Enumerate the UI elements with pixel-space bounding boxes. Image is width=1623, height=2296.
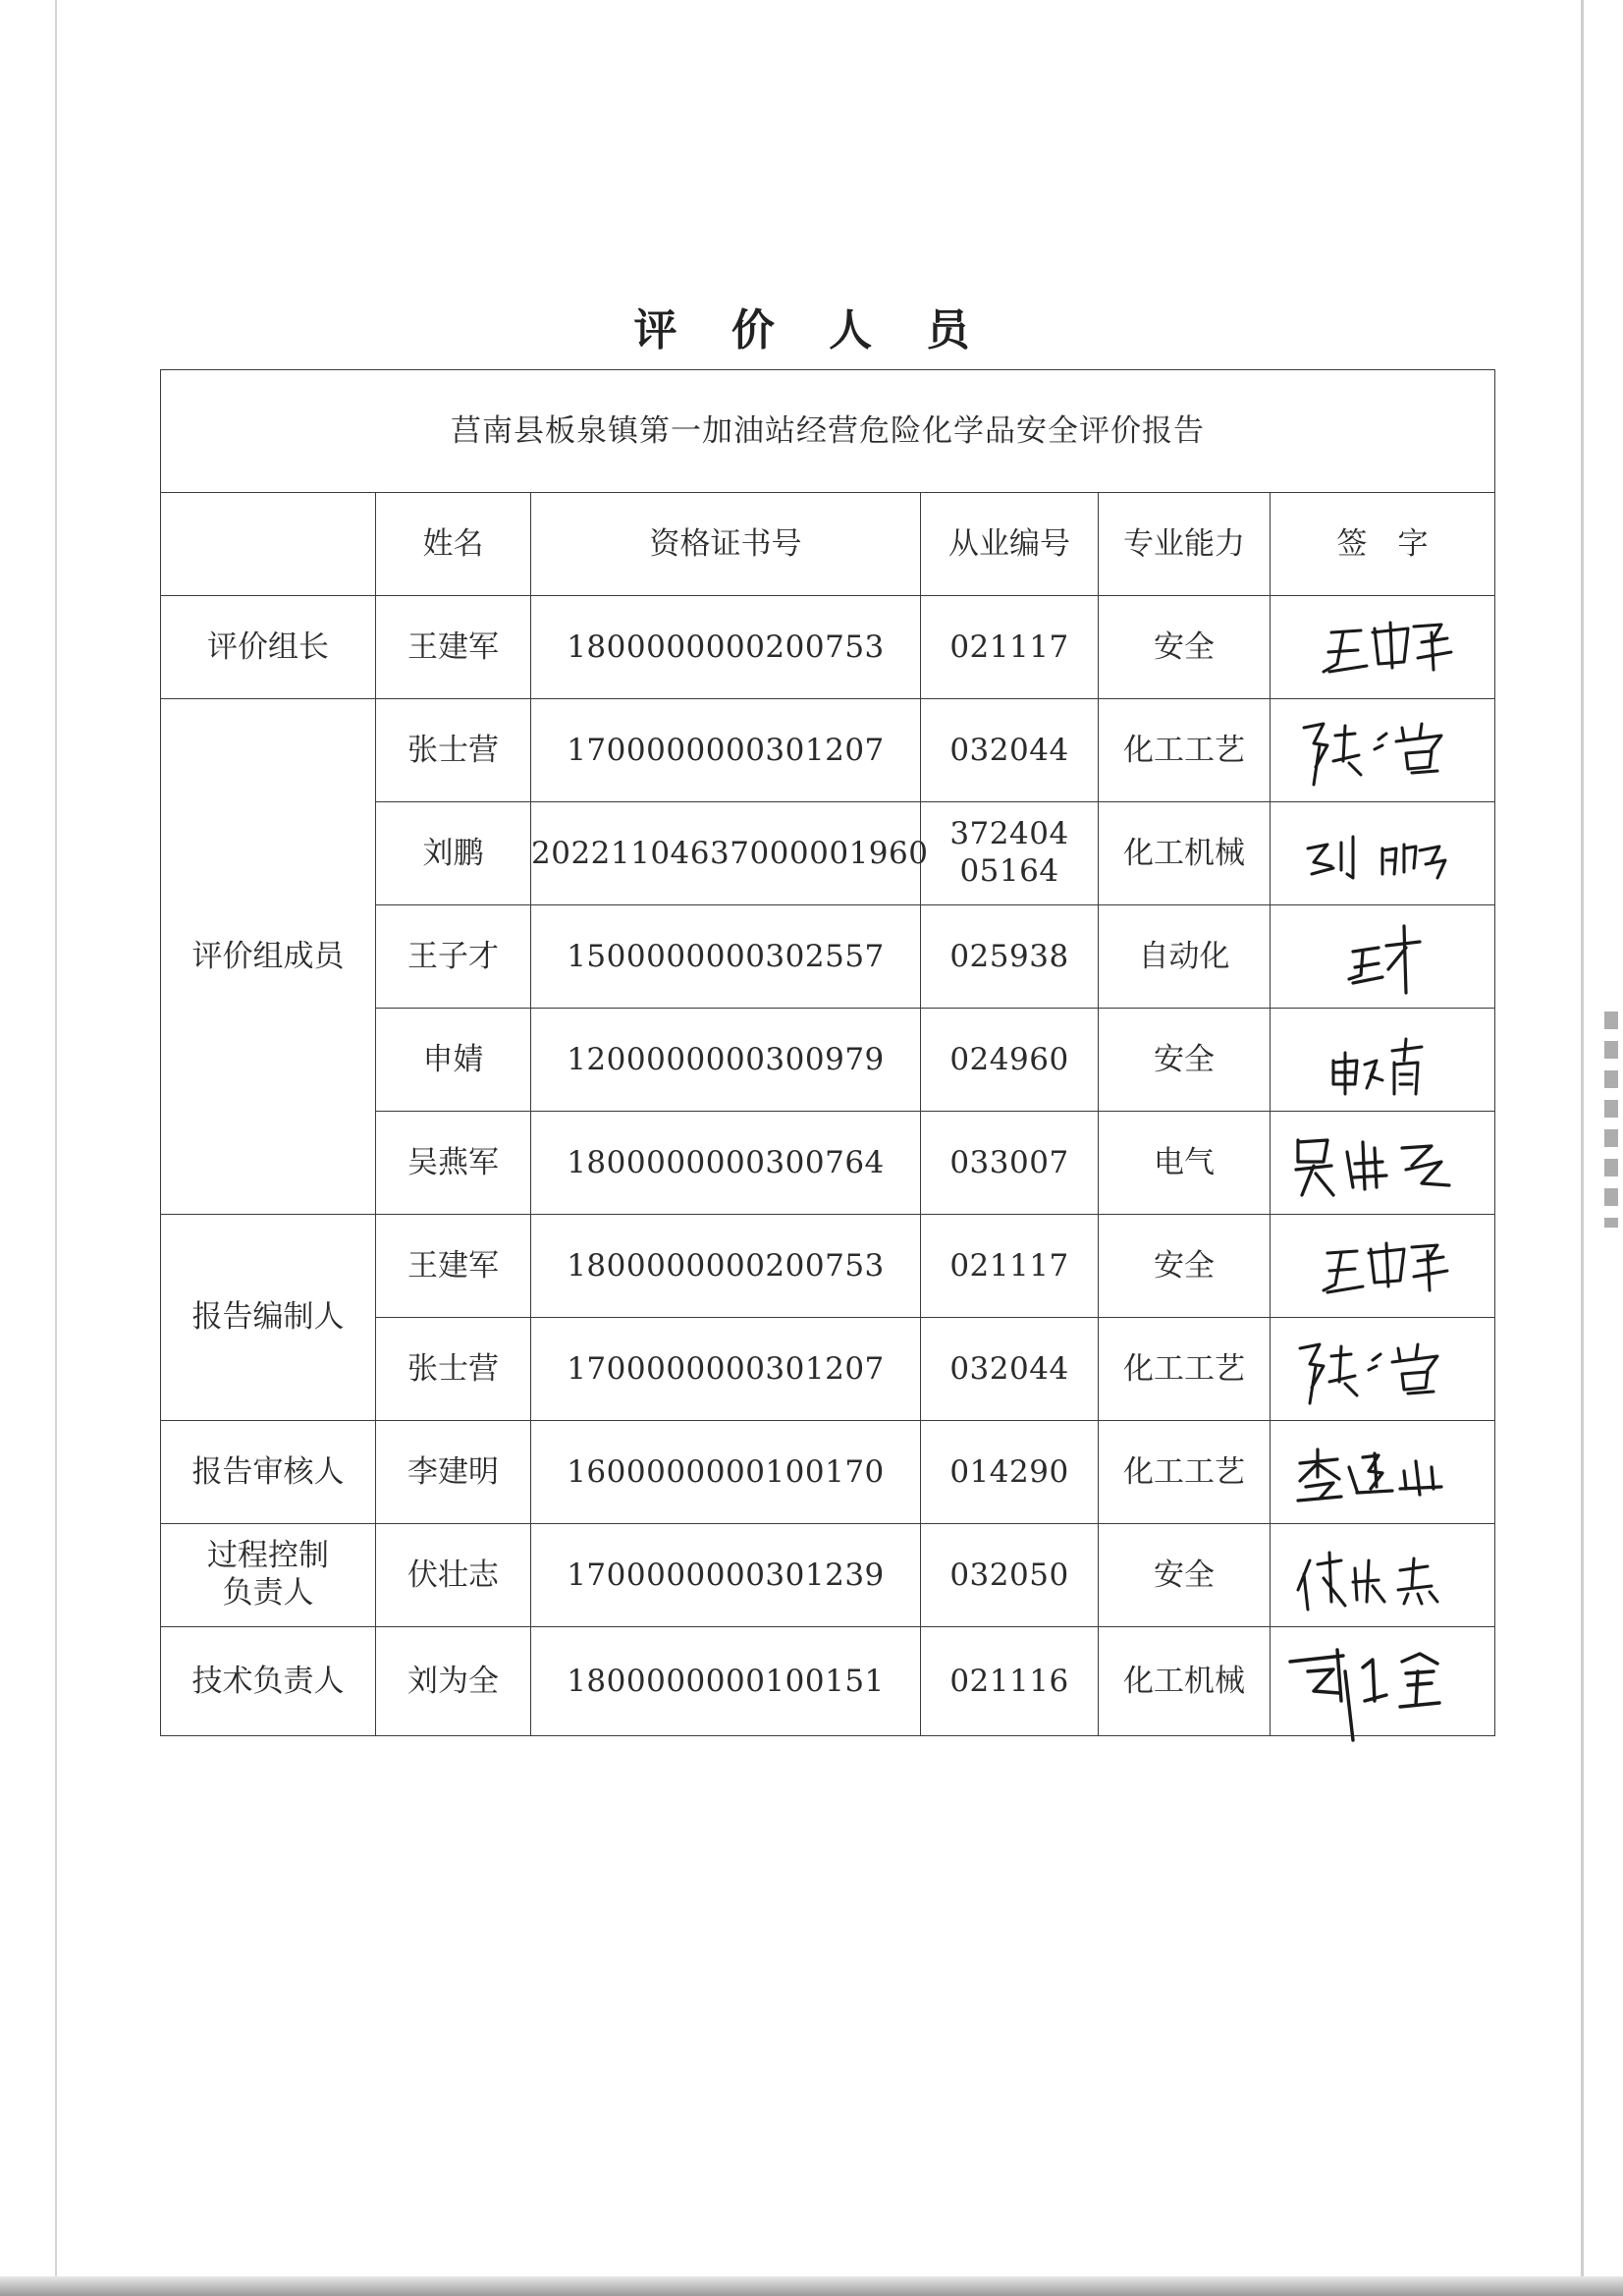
practice-number: 021117 (921, 596, 1099, 699)
person-name: 伏壮志 (376, 1524, 531, 1627)
role-reviewer: 报告审核人 (161, 1421, 376, 1524)
cert-number: 20221104637000001960 (531, 802, 921, 905)
signature-cell (1271, 1215, 1495, 1318)
signature-cell (1271, 699, 1495, 802)
practice-number (921, 802, 1099, 905)
handwritten-signature (1284, 1325, 1481, 1413)
cert-number: 1200000000300979 (531, 1009, 921, 1112)
report-title: 莒南县板泉镇第一加油站经营危险化学品安全评价报告 (161, 370, 1495, 493)
practice-number: 032044 (921, 699, 1099, 802)
header-practice: 从业编号 (921, 493, 1099, 596)
handwritten-signature (1284, 1119, 1481, 1207)
role-leader: 评价组长 (161, 596, 376, 699)
person-name: 王建军 (376, 1215, 531, 1318)
table-row (161, 1524, 1495, 1627)
specialty: 化工工艺 (1099, 1421, 1271, 1524)
header-role (161, 493, 376, 596)
cert-number: 1800000000300764 (531, 1112, 921, 1215)
person-name: 刘鹏 (376, 802, 531, 905)
person-name: 王建军 (376, 596, 531, 699)
signature-cell (1271, 802, 1495, 905)
handwritten-signature (1284, 1428, 1481, 1516)
handwritten-signature (1284, 912, 1481, 1001)
header-row (161, 493, 1495, 596)
specialty: 化工机械 (1099, 802, 1271, 905)
header-specialty: 专业能力 (1099, 493, 1271, 596)
specialty: 安全 (1099, 596, 1271, 699)
cert-number: 1700000000301207 (531, 699, 921, 802)
role-process-control (161, 1524, 376, 1627)
evaluation-staff-table (160, 369, 1495, 1736)
person-name: 张士营 (376, 1318, 531, 1421)
table-row (161, 1421, 1495, 1524)
handwritten-signature (1284, 1222, 1481, 1310)
cert-number: 1800000000100151 (531, 1627, 921, 1736)
handwritten-signature (1284, 1632, 1481, 1730)
practice-number: 032044 (921, 1318, 1099, 1421)
practice-number: 033007 (921, 1112, 1099, 1215)
practice-number: 025938 (921, 905, 1099, 1009)
handwritten-signature (1284, 603, 1481, 691)
specialty: 安全 (1099, 1215, 1271, 1318)
signature-cell (1271, 1318, 1495, 1421)
binding-mark (1604, 1011, 1618, 1228)
practice-number: 014290 (921, 1421, 1099, 1524)
page-title: 评 价 人 员 (633, 305, 990, 355)
practice-number: 021116 (921, 1627, 1099, 1736)
specialty: 化工机械 (1099, 1627, 1271, 1736)
role-technical: 技术负责人 (161, 1627, 376, 1736)
table-row (161, 1627, 1495, 1736)
table-row (161, 699, 1495, 802)
header-name: 姓名 (376, 493, 531, 596)
person-name: 张士营 (376, 699, 531, 802)
signature-cell (1271, 596, 1495, 699)
cert-number: 1700000000301239 (531, 1524, 921, 1627)
person-name: 王子才 (376, 905, 531, 1009)
handwritten-signature (1284, 809, 1481, 898)
cert-number: 1600000000100170 (531, 1421, 921, 1524)
signature-cell (1271, 1421, 1495, 1524)
cert-number: 1800000000200753 (531, 1215, 921, 1318)
cert-number: 1500000000302557 (531, 905, 921, 1009)
handwritten-signature (1284, 1015, 1481, 1104)
cert-number: 1800000000200753 (531, 596, 921, 699)
person-name: 刘为全 (376, 1627, 531, 1736)
header-cert: 资格证书号 (531, 493, 921, 596)
practice-number: 024960 (921, 1009, 1099, 1112)
practice-number: 021117 (921, 1215, 1099, 1318)
signature-cell (1271, 1524, 1495, 1627)
role-process-label: 过程控制负责人 (207, 1538, 329, 1611)
person-name: 吴燕军 (376, 1112, 531, 1215)
specialty: 电气 (1099, 1112, 1271, 1215)
specialty: 安全 (1099, 1009, 1271, 1112)
specialty: 安全 (1099, 1524, 1271, 1627)
practice-number: 032050 (921, 1524, 1099, 1627)
page-bottom-shadow (0, 2276, 1623, 2296)
person-name: 李建明 (376, 1421, 531, 1524)
role-members: 评价组成员 (161, 699, 376, 1215)
handwritten-signature (1284, 706, 1481, 794)
table-row (161, 1215, 1495, 1318)
specialty: 化工工艺 (1099, 699, 1271, 802)
practice-number-line1: 372404 (949, 816, 1069, 852)
role-compiler: 报告编制人 (161, 1215, 376, 1421)
signature-cell (1271, 905, 1495, 1009)
specialty: 化工工艺 (1099, 1318, 1271, 1421)
header-signature: 签 字 (1271, 493, 1495, 596)
report-title-row (161, 370, 1495, 493)
person-name: 申婧 (376, 1009, 531, 1112)
cert-number: 1700000000301207 (531, 1318, 921, 1421)
signature-cell (1271, 1112, 1495, 1215)
specialty: 自动化 (1099, 905, 1271, 1009)
table-row (161, 596, 1495, 699)
handwritten-signature (1284, 1531, 1481, 1619)
practice-number-line2: 05164 (959, 853, 1059, 889)
signature-cell (1271, 1627, 1495, 1736)
signature-cell (1271, 1009, 1495, 1112)
